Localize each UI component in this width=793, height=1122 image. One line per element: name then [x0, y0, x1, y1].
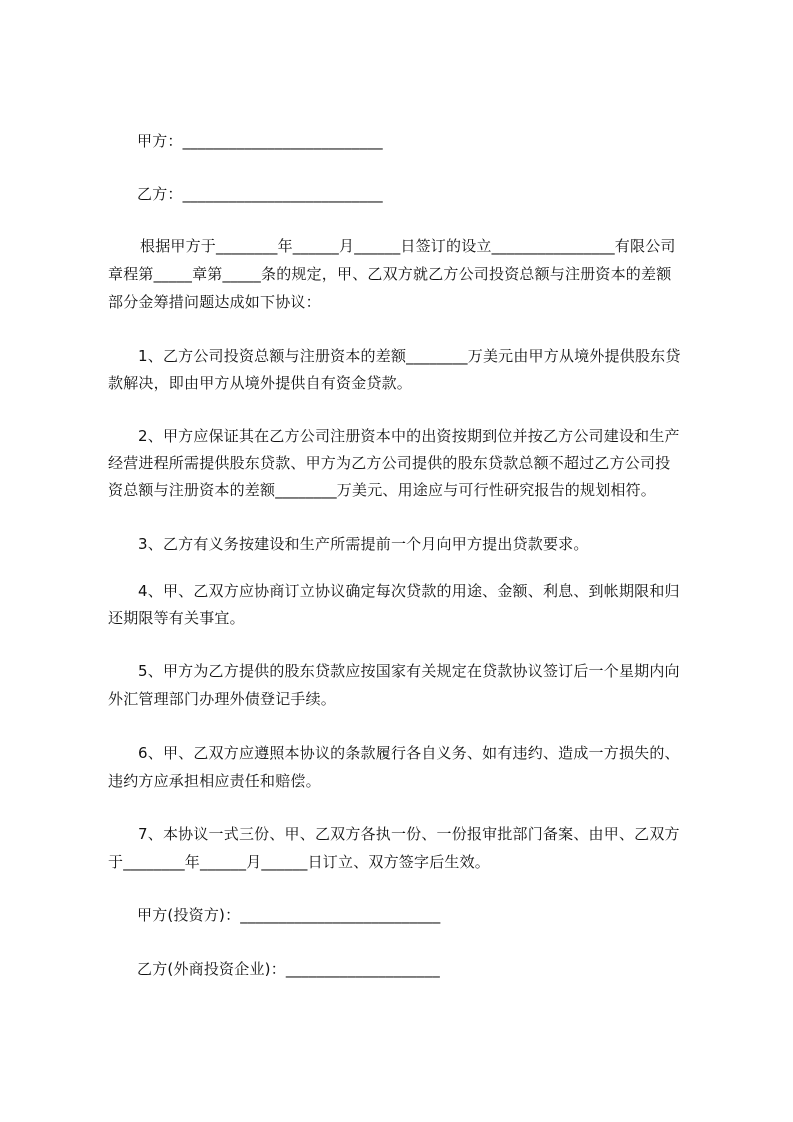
signature-party-a: 甲方(投资方)：__________________________ [137, 906, 441, 924]
clause-5-line-2: 外汇管理部门办理外债登记手续。 [108, 690, 337, 708]
clause-2-line-1: 2、甲方应保证其在乙方公司注册资本中的出资按期到位并按乙方公司建设和生产 [138, 427, 680, 445]
clause-2-line-2: 经营进程所需提供股东贷款、甲方为乙方公司提供的股东贷款总额不超过乙方公司投 [108, 454, 671, 472]
clause-7-line-2: 于________年______月______日订立、双方签字后生效。 [108, 853, 491, 871]
clause-6-line-2: 违约方应承担相应责任和赔偿。 [108, 772, 321, 790]
signature-party-b: 乙方(外商投资企业)：____________________ [137, 960, 440, 978]
clause-4-line-1: 4、甲、乙双方应协商订立协议确定每次贷款的用途、金额、利息、到帐期限和归 [138, 582, 680, 600]
party-a-line: 甲方：__________________________ [137, 132, 383, 150]
clause-2-line-3: 资总额与注册资本的差额________万美元、用途应与可行性研究报告的规划相符。 [108, 481, 657, 499]
clause-4-line-2: 还期限等有关事宜。 [108, 609, 245, 627]
intro-line-3: 部分金筹措问题达成如下协议： [108, 293, 321, 311]
intro-line-2: 章程第_____章第_____条的规定，甲、乙双方就乙方公司投资总额与注册资本的差额 [108, 265, 672, 283]
intro-line-1: 根据甲方于________年______月______日签订的设立________________有限公司 [140, 237, 676, 255]
clause-7-line-1: 7、本协议一式三份、甲、乙双方各执一份、一份报审批部门备案、由甲、乙双方 [138, 825, 680, 843]
clause-1-line-2: 款解决，即由甲方从境外提供自有资金贷款。 [108, 374, 413, 392]
clause-1-line-1: 1、乙方公司投资总额与注册资本的差额________万美元由甲方从境外提供股东贷 [138, 347, 681, 365]
clause-3-line-1: 3、乙方有义务按建设和生产所需提前一个月向甲方提出贷款要求。 [138, 535, 589, 553]
party-b-line: 乙方：__________________________ [137, 185, 383, 203]
clause-6-line-1: 6、甲、乙双方应遵照本协议的条款履行各自义务、如有违约、造成一方损失的、 [138, 744, 680, 762]
clause-5-line-1: 5、甲方为乙方提供的股东贷款应按国家有关规定在贷款协议签订后一个星期内向 [138, 662, 680, 680]
